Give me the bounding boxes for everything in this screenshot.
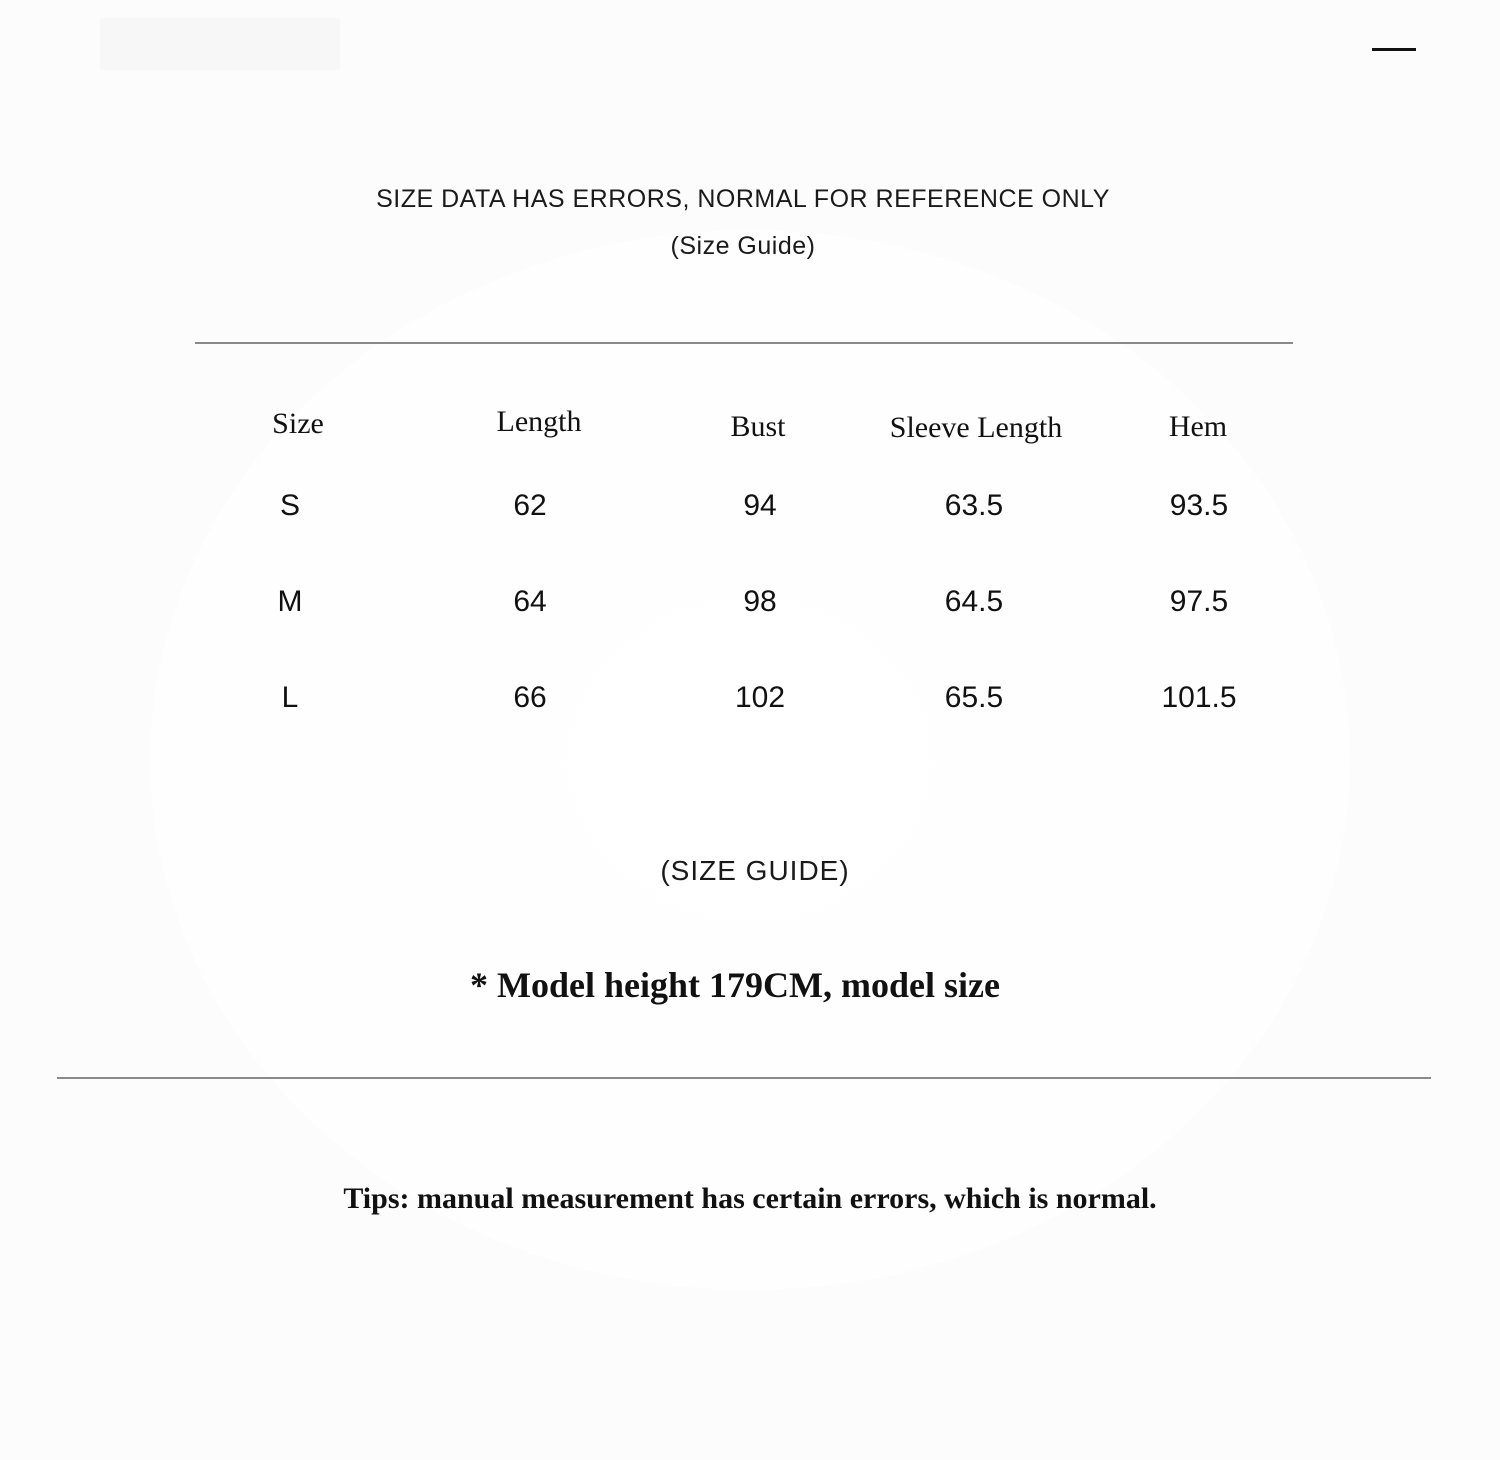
disclaimer-heading: SIZE DATA HAS ERRORS, NORMAL FOR REFERENCE ONLY bbox=[376, 185, 1110, 213]
table-cell-size: M bbox=[277, 585, 303, 618]
column-header-bust: Bust bbox=[730, 410, 786, 443]
column-header-hem: Hem bbox=[1168, 410, 1228, 443]
table-cell-length: 66 bbox=[513, 681, 547, 714]
table-cell-hem: 101.5 bbox=[1161, 681, 1237, 714]
size-guide-subtitle: (Size Guide) bbox=[670, 232, 816, 260]
size-guide-caption: (SIZE GUIDE) bbox=[660, 855, 850, 886]
model-info-note: * Model height 179CM, model size bbox=[470, 965, 1000, 1005]
table-cell-bust: 94 bbox=[743, 489, 777, 522]
table-cell-sleeve-length: 64.5 bbox=[944, 585, 1004, 618]
column-header-size: Size bbox=[272, 407, 324, 440]
table-cell-sleeve-length: 65.5 bbox=[944, 681, 1004, 714]
measurement-tips: Tips: manual measurement has certain errors, which is normal. bbox=[343, 1182, 1157, 1215]
table-cell-hem: 93.5 bbox=[1169, 489, 1229, 522]
table-cell-hem: 97.5 bbox=[1169, 585, 1229, 618]
logo-placeholder bbox=[100, 18, 340, 70]
bottom-divider bbox=[57, 1077, 1431, 1079]
table-cell-size: L bbox=[281, 681, 299, 714]
column-header-length: Length bbox=[496, 405, 582, 438]
table-cell-sleeve-length: 63.5 bbox=[944, 489, 1004, 522]
background-glow bbox=[150, 230, 1350, 1290]
table-cell-length: 62 bbox=[513, 489, 547, 522]
top-divider bbox=[195, 342, 1293, 344]
table-cell-bust: 102 bbox=[734, 681, 786, 714]
table-cell-size: S bbox=[279, 489, 300, 522]
column-header-sleeve-length: Sleeve Length bbox=[889, 411, 1063, 444]
table-cell-bust: 98 bbox=[743, 585, 777, 618]
hamburger-line-icon[interactable] bbox=[1372, 48, 1416, 51]
table-cell-length: 64 bbox=[513, 585, 547, 618]
